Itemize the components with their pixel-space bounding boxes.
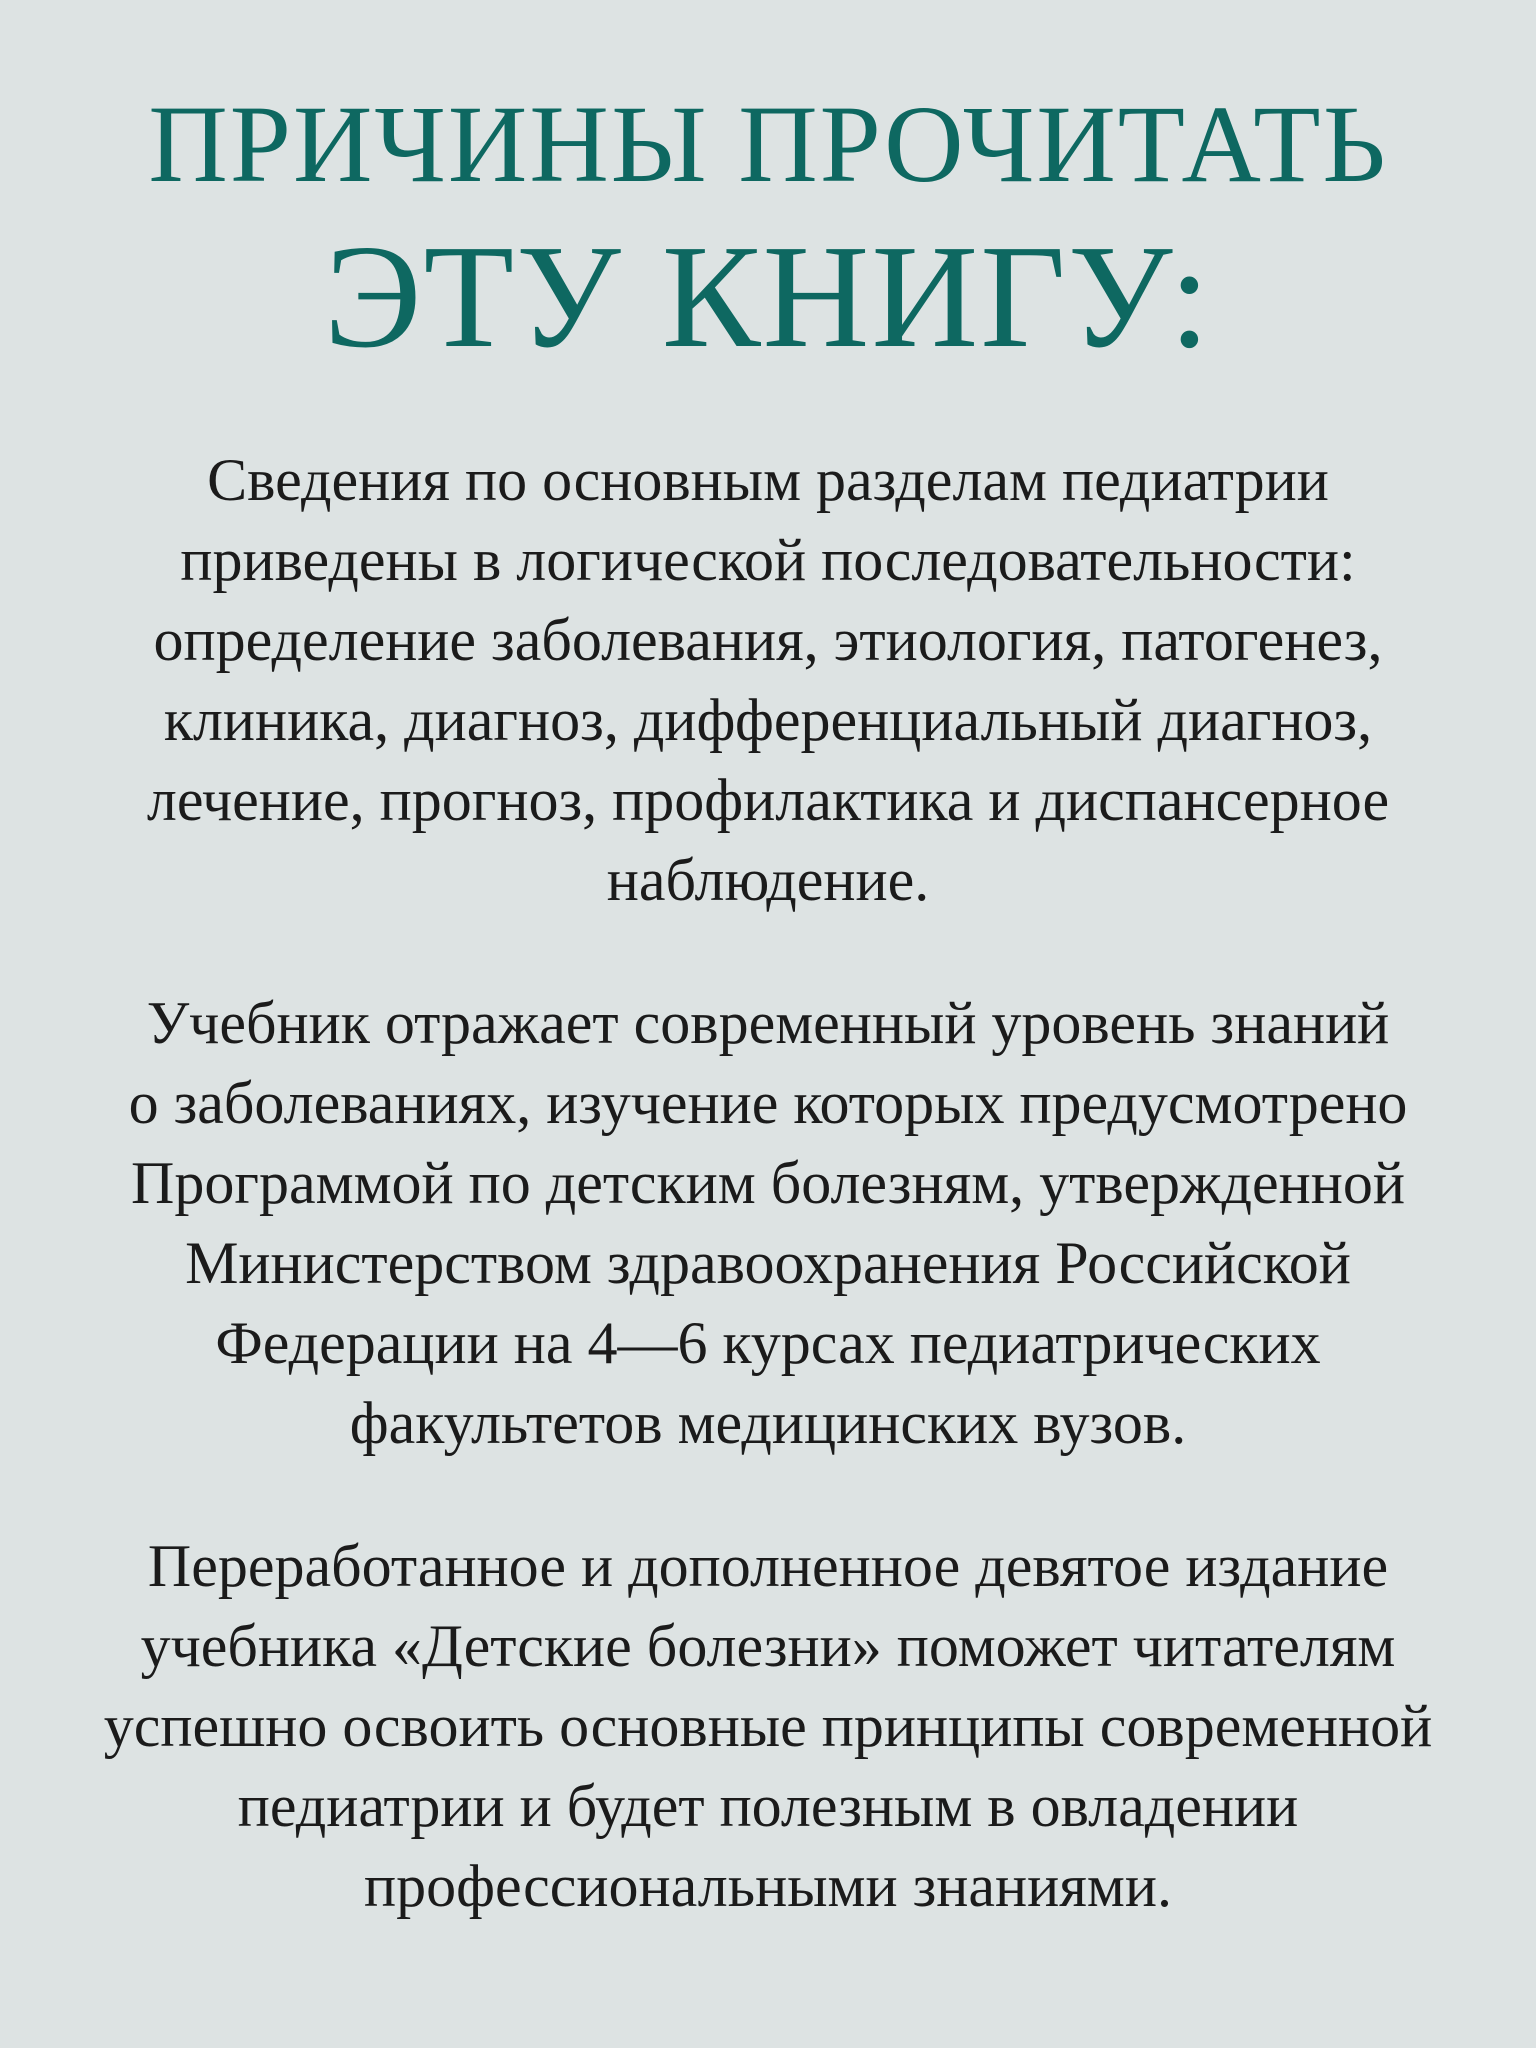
text-line: клиника, диагноз, дифференциальный диагноз, — [163, 687, 1373, 753]
text-line: Программой по детским болезням, утвержденной — [131, 1150, 1405, 1216]
paragraph-3 — [60, 1526, 1476, 1926]
heading-line-1: ПРИЧИНЫ ПРОЧИТАТЬ — [148, 83, 1388, 205]
paragraph-1 — [60, 440, 1476, 920]
paragraph-2 — [60, 983, 1476, 1463]
text-line: Министерством здравоохранения Российской — [185, 1230, 1351, 1296]
text-line: Сведения по основным разделам педиатрии — [207, 447, 1329, 513]
text-line: о заболеваниях, изучение которых предусмотрено — [128, 1070, 1408, 1136]
text-line: лечение, прогноз, профилактика и диспансерное — [146, 767, 1390, 833]
text-line: определение заболевания, этиология, патогенез, — [153, 607, 1383, 673]
body-text — [60, 440, 1476, 1926]
text-line: приведены в логической последовательности: — [180, 527, 1356, 593]
text-line: профессиональными знаниями. — [364, 1853, 1172, 1919]
text-line: Учебник отражает современный уровень знаний — [146, 990, 1390, 1056]
text-line: Федерации на 4—6 курсах педиатрических — [215, 1310, 1321, 1376]
text-line: педиатрии и будет полезным в овладении — [237, 1773, 1299, 1839]
text-line: учебника «Детские болезни» поможет читателям — [140, 1613, 1396, 1679]
text-line: факультетов медицинских вузов. — [349, 1390, 1187, 1456]
heading-line-2: ЭТУ КНИГУ: — [323, 215, 1213, 379]
page-heading — [60, 80, 1476, 386]
text-line: Переработанное и дополненное девятое издание — [147, 1533, 1389, 1599]
text-line: наблюдение. — [606, 847, 930, 913]
text-line: успешно освоить основные принципы современной — [103, 1693, 1433, 1759]
